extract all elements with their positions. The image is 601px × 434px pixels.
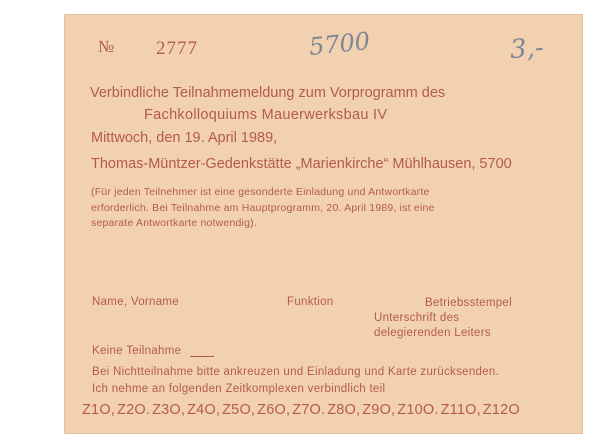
number-label: № xyxy=(98,37,115,56)
signature-label-line-2: delegierenden Leiters xyxy=(374,327,491,339)
event-venue: Thomas-Müntzer-Gedenkstätte „Marienkirche“ Mühlhausen, 5700 xyxy=(91,156,512,172)
event-date: Mittwoch, den 19. April 1989, xyxy=(91,130,278,146)
handwritten-code: 5700 xyxy=(307,26,372,62)
company-stamp-label: Betriebsstempel xyxy=(425,297,512,309)
time-slot-list xyxy=(82,402,520,418)
serial-number: 2777 xyxy=(156,38,198,59)
time-slot-option[interactable]: Z8O, xyxy=(327,402,361,418)
note-line-3: separate Antwortkarte notwendig). xyxy=(91,217,257,229)
time-slot-option[interactable]: Z6O, xyxy=(257,402,291,418)
reply-card xyxy=(64,14,583,434)
no-attendance-label: Keine Teilnahme xyxy=(92,345,182,357)
time-slots-intro: Ich nehme an folgenden Zeitkomplexen verbindlich teil xyxy=(92,383,386,395)
absence-instruction: Bei Nichtteilnahme bitte ankreuzen und Einladung und Karte zurücksenden. xyxy=(92,366,500,378)
time-slot-option[interactable]: Z9O, xyxy=(362,402,396,418)
time-slot-option[interactable]: Z5O, xyxy=(222,402,256,418)
title-line-1: Verbindliche Teilnahmemeldung zum Vorprogramm des xyxy=(90,85,446,101)
handwritten-price: 3,- xyxy=(508,32,545,66)
note-line-2: erforderlich. Bei Teilnahme am Hauptprogramm, 20. April 1989, ist eine xyxy=(91,202,435,214)
time-slot-option[interactable]: Z3O, xyxy=(152,402,186,418)
function-field-label: Funktion xyxy=(287,296,334,308)
note-line-1: (Für jeden Teilnehmer ist eine gesonderte Einladung und Antwortkarte xyxy=(91,186,430,198)
time-slot-option[interactable]: Z2O. xyxy=(117,402,151,418)
time-slot-option[interactable]: Z11O, xyxy=(440,402,481,418)
signature-label-line-1: Unterschrift des xyxy=(374,312,460,324)
no-attendance-checkmark-line[interactable] xyxy=(190,356,214,357)
title-line-2: Fachkolloquiums Mauerwerksbau IV xyxy=(144,107,388,123)
time-slot-option[interactable]: Z1O, xyxy=(82,402,116,418)
time-slot-option[interactable]: Z7O. xyxy=(292,402,326,418)
time-slot-option[interactable]: Z10O. xyxy=(397,402,439,418)
time-slot-option[interactable]: Z12O xyxy=(482,402,520,418)
name-field-label: Name, Vorname xyxy=(92,296,179,308)
time-slot-option[interactable]: Z4O, xyxy=(187,402,221,418)
